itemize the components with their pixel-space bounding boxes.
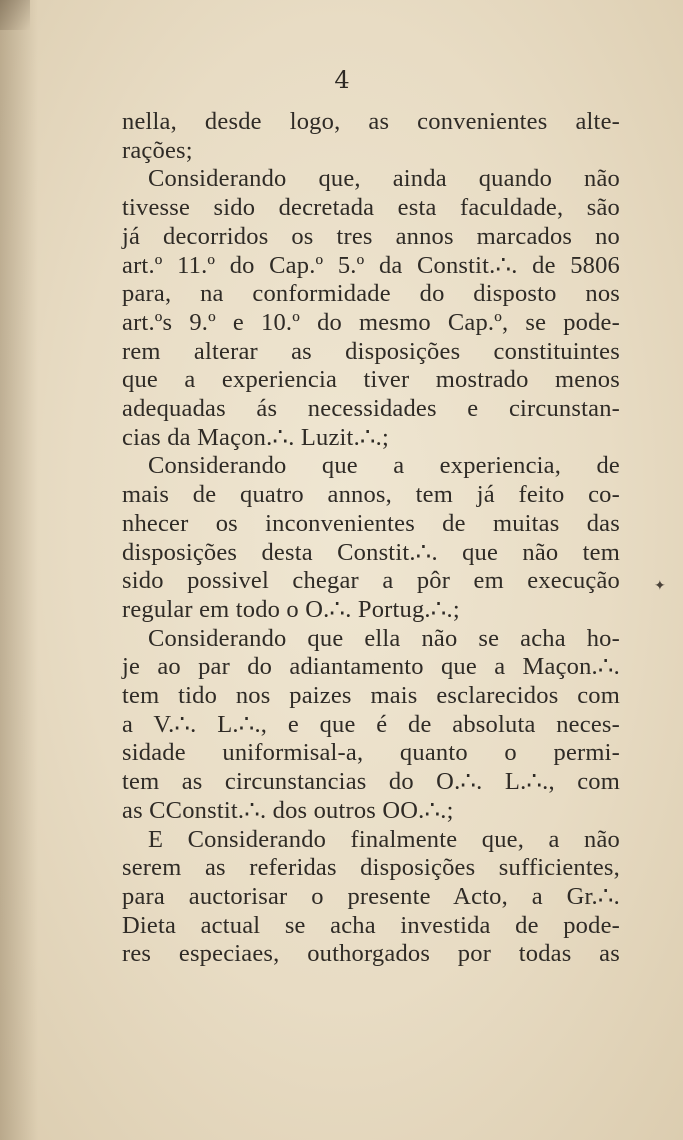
text-line: sido possivel chegar a pôr em execução [122,567,620,595]
text-line: já decorridos os tres annos marcados no [122,222,620,250]
text-line: mais de quatro annos, tem já feito co- [122,481,620,509]
text-line: que a experiencia tiver mostrado menos [122,366,620,394]
text-line: cias da Maçon.∴. Luzit.∴.; [122,423,390,451]
page-number: 4 [334,66,350,94]
text-line: tem tido nos paizes mais esclarecidos com [122,682,620,710]
text-line: para, na conformidade do disposto nos [122,280,620,308]
text-line: as CConstit.∴. dos outros OO.∴.; [122,796,454,824]
text-line: tem as circunstancias do O.∴. L.∴., com [122,768,620,796]
text-line: tivesse sido decretada esta faculdade, são [122,194,620,222]
text-line: nhecer os inconvenientes de muitas das [122,509,620,537]
body-text [122,108,620,969]
text-line: regular em todo o O.∴. Portug.∴.; [122,595,460,623]
text-line: Considerando que ella não se acha ho- [148,624,620,652]
text-line: para auctorisar o presente Acto, a Gr.∴. [122,882,620,910]
text-line: rem alterar as disposições constituintes [122,337,620,365]
text-line: serem as referidas disposições sufficientes, [122,854,620,882]
text-line: art.º 11.º do Cap.º 5.º da Constit.∴. de 5806 [122,251,620,279]
text-line: Considerando que, ainda quando não [148,165,620,193]
binding-shadow [0,0,38,1140]
text-line: Considerando que a experiencia, de [148,452,620,480]
text-line: disposições desta Constit.∴. que não tem [122,538,620,566]
text-line: nella, desde logo, as convenientes alte- [122,108,620,135]
text-line: art.ºs 9.º e 10.º do mesmo Cap.º, se pode- [122,308,620,336]
text-line: E Considerando finalmente que, a não [148,825,620,853]
text-line: sidade uniformisal-a, quanto o permi- [122,739,620,767]
text-line: je ao par do adiantamento que a Maçon.∴. [122,653,620,681]
text-line: res especiaes, outhorgados por todas as [122,940,620,968]
text-line: adequadas ás necessidades e circunstan- [122,395,620,423]
text-line: a V.∴. L.∴., e que é de absoluta neces- [122,710,620,738]
margin-mark: ✦ [654,578,666,594]
page-corner-stain [0,0,30,30]
text-line: rações; [122,136,193,164]
text-line: Dieta actual se acha investida de pode- [122,911,620,939]
